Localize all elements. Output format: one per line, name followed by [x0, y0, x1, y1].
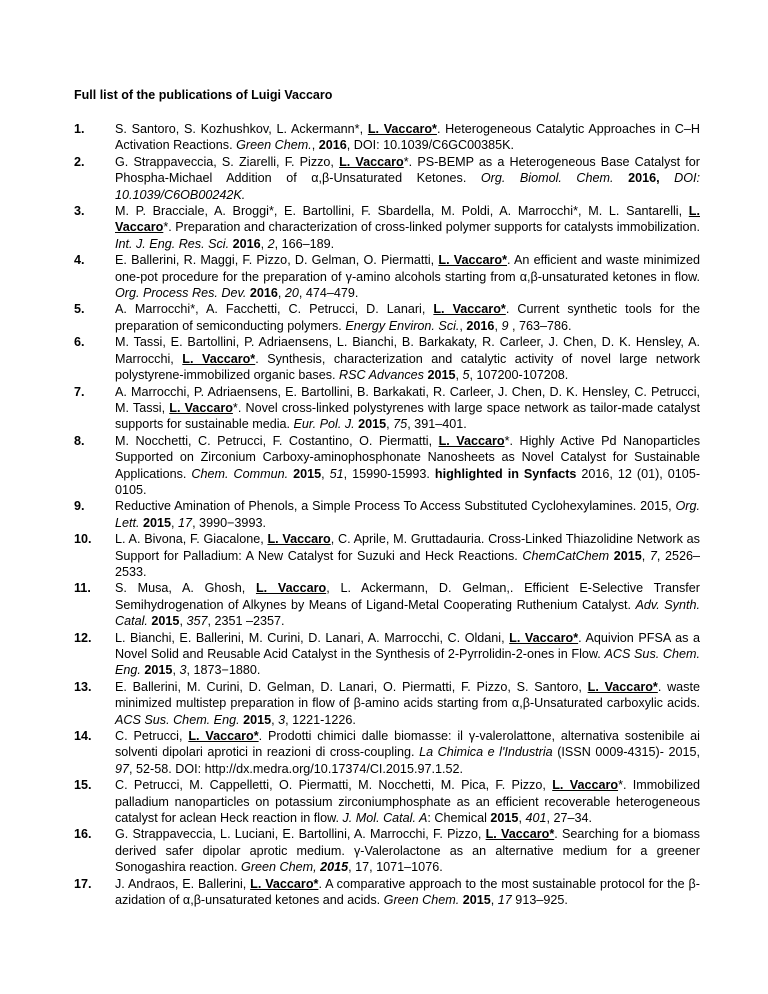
publication-number: 1. — [74, 122, 85, 136]
citation-text: Green Chem. — [383, 893, 460, 908]
publication-number: 15. — [74, 778, 92, 793]
publication-citation — [115, 630, 700, 679]
citation-text: 2015 — [490, 811, 519, 826]
publication-citation — [115, 728, 700, 777]
citation-text: 2016 — [466, 318, 495, 333]
citation-text: , L. Ackermann, D. Gelman,. Efficient E-Selective Transfer Semihydrogenation of Alkynes by Means of Ligand-Metal Cooperating Ruthenium Catalyst. — [115, 581, 701, 612]
citation-text: A. Marrocchi*, A. Facchetti, C. Petrucci, D. Lanari, — [115, 302, 434, 317]
citation-text: highlighted in Synfacts — [434, 466, 577, 481]
author-highlight: L. Vaccaro — [552, 778, 619, 793]
citation-text: 2015 — [427, 368, 456, 383]
publication-item — [74, 384, 700, 433]
publication-item — [74, 301, 700, 334]
citation-text: L. A. Bivona, F. Giacalone, — [115, 532, 268, 547]
publication-citation — [115, 580, 700, 629]
citation-text: , 391–401. — [407, 417, 467, 432]
citation-text: Green Chem, — [241, 860, 317, 875]
author-highlight: L. Vaccaro* — [250, 876, 319, 891]
publication-number: 14. — [74, 729, 92, 744]
citation-text: , — [455, 368, 463, 383]
citation-text: 2015 — [243, 712, 272, 727]
publication-citation — [115, 531, 700, 580]
citation-text: J. Mol. Catal. A — [342, 811, 428, 826]
citation-text: 20 — [284, 286, 299, 301]
citation-text: *. Immobilized palladium nanoparticles on potassium zirconiumphosphate as an efficient recoverable heterogeneous catalyst for aclean Heck reaction in flow. — [115, 778, 700, 826]
citation-text: Green Chem. — [236, 138, 312, 153]
citation-text: , C. Aprile, M. Gruttadauria. Cross-Linked Thiazolidine Network as Support for Palladium: A New Catalyst for Suzuki and Heck Reactions. — [115, 532, 700, 563]
citation-text: 2016 — [318, 138, 347, 153]
citation-text: , DOI: 10.1039/C6GC00385K. — [346, 138, 515, 153]
citation-text: , 2351 –2357. — [207, 614, 285, 629]
publication-item — [74, 876, 700, 909]
citation-text: Org. Lett. — [115, 499, 700, 530]
citation-text: La Chimica e l'Industria — [419, 745, 553, 760]
citation-text: E. Ballerini, M. Curini, D. Gelman, D. Lanari, O. Piermatti, F. Pizzo, S. Santoro, — [115, 679, 588, 694]
citation-text: , — [386, 417, 394, 432]
citation-text: 401 — [525, 811, 547, 826]
citation-text: , 52-58. DOI: http://dx.medra.org/10.17374/CI.2015.97.1.52. — [129, 761, 463, 776]
publication-item — [74, 679, 700, 728]
citation-text: . Current synthetic tools for the preparation of semiconducting polymers. — [115, 302, 700, 333]
author-highlight: L. Vaccaro — [255, 581, 327, 596]
publication-citation — [115, 334, 700, 383]
citation-text: ACS Sus. Chem. Eng. — [115, 712, 240, 727]
citation-text: 3 — [278, 712, 286, 727]
publication-item — [74, 121, 700, 154]
citation-text: 75 — [393, 417, 408, 432]
author-highlight: L. Vaccaro — [115, 204, 700, 235]
publication-citation — [115, 154, 700, 203]
publication-citation — [115, 679, 700, 728]
citation-text: , — [271, 712, 279, 727]
publication-number: 8. — [74, 433, 85, 448]
author-highlight: L. Vaccaro* — [188, 729, 259, 744]
publication-item — [74, 777, 700, 826]
citation-text: S. Santoro, S. Kozhushkov, L. Ackermann*, — [115, 122, 368, 136]
citation-text: , — [260, 236, 268, 251]
publication-citation — [115, 433, 700, 499]
publication-number: 12. — [74, 630, 92, 645]
citation-text: 2015 — [293, 466, 322, 481]
publication-item — [74, 728, 700, 777]
citation-text: 2015 — [613, 548, 642, 563]
citation-text: Int. J. Eng. Res. Sci. — [115, 236, 230, 251]
author-highlight: L. Vaccaro — [169, 400, 233, 415]
publication-citation — [115, 121, 700, 154]
publication-citation — [115, 384, 700, 433]
citation-text: , — [641, 548, 650, 563]
publication-number: 3. — [74, 204, 85, 219]
citation-text: , — [494, 318, 502, 333]
citation-text: , 1873−1880. — [186, 663, 261, 678]
author-highlight: L. Vaccaro* — [367, 122, 437, 136]
publication-citation — [115, 301, 700, 334]
citation-text: 17 — [178, 515, 193, 530]
citation-text: 2016, — [628, 171, 660, 186]
citation-text: , — [311, 138, 319, 153]
citation-text: . waste minimized multistep preparation in flow of β-amino acids starting from α,β-Unsaturated carboxylic acids. — [115, 679, 700, 711]
publication-item — [74, 531, 700, 580]
publication-number: 10. — [74, 532, 92, 547]
citation-text: 2016 — [249, 286, 278, 301]
author-highlight: L. Vaccaro* — [438, 253, 507, 268]
citation-text: RSC Advances — [339, 368, 424, 383]
author-highlight: L. Vaccaro* — [509, 630, 579, 645]
citation-text: S. Musa, A. Ghosh, — [115, 581, 256, 596]
citation-text: E. Ballerini, R. Maggi, F. Pizzo, D. Gelman, O. Piermatti, — [115, 253, 439, 268]
citation-text: (ISSN 0009-4315)- 2015, — [552, 745, 700, 760]
author-highlight: L. Vaccaro — [438, 433, 505, 448]
citation-text: M. Nocchetti, C. Petrucci, F. Costantino, O. Piermatti, — [115, 433, 439, 448]
citation-text: 51 — [329, 466, 344, 481]
citation-text: , 3990−3993. — [192, 515, 266, 530]
citation-text: , 166–189. — [274, 236, 335, 251]
publication-item — [74, 580, 700, 629]
citation-text: Energy Environ. Sci. — [345, 318, 460, 333]
citation-text: , — [490, 893, 498, 908]
author-highlight: L. Vaccaro* — [182, 351, 256, 366]
citation-text: . Synthesis, characterization and catalytic activity of novel large network polystyrene-immobilized organic bases. — [115, 351, 700, 383]
citation-text: DOI: 10.1039/C6OB00242K. — [115, 171, 701, 202]
citation-text: ACS Sus. Chem. Eng. — [115, 647, 701, 678]
publication-citation — [115, 777, 700, 826]
page-title: Full list of the publications of Luigi Vaccaro — [74, 88, 333, 102]
publication-number: 17. — [74, 876, 92, 891]
citation-text: 3 — [179, 663, 187, 678]
citation-text: J. Andraos, E. Ballerini, — [115, 876, 251, 891]
citation-text: , 27–34. — [546, 811, 592, 826]
citation-text: M. Tassi, E. Bartollini, P. Adriaensens, L. Bianchi, B. Barkakaty, R. Carleer, J. Chen, D. K. Hensley, A. Marrocchi, — [115, 335, 700, 366]
citation-text: , 1221-1226. — [285, 712, 356, 727]
citation-text: 97 — [115, 761, 130, 776]
citation-text: L. Bianchi, E. Ballerini, M. Curini, D. Lanari, A. Marrocchi, C. Oldani, — [115, 630, 510, 645]
citation-text: 2015 — [151, 614, 180, 629]
citation-text: , — [277, 286, 285, 301]
citation-text: 913–925. — [511, 893, 568, 908]
citation-text: G. Strappaveccia, L. Luciani, E. Bartollini, A. Marrocchi, F. Pizzo, — [115, 827, 486, 842]
citation-text: Org. Biomol. Chem. — [480, 171, 614, 186]
citation-text: *. Novel cross-linked polystyrenes with large space network as tailor-made catalyst supports for sustainable media. — [115, 400, 700, 432]
citation-text: : Chemical — [427, 811, 491, 826]
citation-text: . Prodotti chimici dalle biomasse: il γ-valerolattone, alternativa sostenibile ai solventi dipolari aprotici in reazioni di cross-coupling. — [115, 729, 700, 760]
publication-number: 13. — [74, 679, 92, 694]
citation-text: 2 — [267, 236, 275, 251]
publication-number: 7. — [74, 384, 85, 399]
citation-text: G. Strappaveccia, S. Ziarelli, F. Pizzo, — [115, 154, 340, 169]
publication-citation — [115, 203, 700, 252]
citation-text: 357 — [186, 614, 208, 629]
author-highlight: L. Vaccaro* — [485, 827, 555, 842]
publication-item — [74, 826, 700, 875]
citation-text: 2016 — [232, 236, 261, 251]
citation-text: Reductive Amination of Phenols, a Simple Process To Access Substituted Cyclohexylamines. 2015, — [115, 499, 676, 514]
publication-number: 5. — [74, 302, 85, 317]
publication-item — [74, 252, 700, 301]
citation-text: , — [321, 466, 330, 481]
citation-text: , — [171, 515, 179, 530]
citation-text: 2015 — [144, 663, 173, 678]
publication-citation — [115, 826, 700, 875]
citation-text: Adv. Synth. Catal. — [115, 597, 700, 629]
citation-text: 7 — [649, 548, 657, 563]
citation-text — [614, 171, 629, 185]
author-highlight: L. Vaccaro* — [587, 679, 658, 694]
publication-number: 2. — [74, 154, 85, 169]
citation-text: 2016, 12 (01), 0105-0105. — [115, 466, 701, 497]
author-highlight: L. Vaccaro* — [433, 302, 506, 317]
publication-item — [74, 334, 700, 383]
citation-text: . A comparative approach to the most sustainable protocol for the β-azidation of α,β-unsaturated ketones and acids. — [115, 876, 700, 908]
citation-text: 2015 — [358, 417, 387, 432]
publication-item — [74, 203, 700, 252]
citation-text: , 2526–2533. — [115, 548, 701, 579]
citation-text: , — [172, 663, 180, 678]
citation-text: , 15990-15993. — [343, 466, 435, 481]
citation-text: . Searching for a biomass derived safer dipolar aprotic medium. γ-Valerolactone as an alternative medium for a greener Sonogashira reaction. — [115, 827, 700, 875]
citation-text: , 17, 1071–1076. — [348, 860, 443, 875]
publication-item — [74, 433, 700, 499]
publication-number: 11. — [74, 581, 91, 596]
citation-text: *. Highly Active Pd Nanoparticles Supported on Zirconium Carboxy-aminophosphonate Nanosheets as Novel Catalyst for Sustainable Applications. — [115, 433, 700, 481]
citation-text: *. PS-BEMP as a Heterogeneous Base Catalyst for Phospha-Michael Addition of α,β-Unsaturated Ketones. — [115, 154, 701, 186]
publication-number: 16. — [74, 827, 92, 842]
citation-text: . Aquivion PFSA as a Novel Solid and Reusable Acid Catalyst in the Synthesis of 2-Pyrrolidin-2-ones in Flow. — [115, 630, 700, 661]
publication-citation — [115, 252, 700, 301]
publication-citation — [115, 876, 700, 909]
publication-number: 6. — [74, 335, 85, 350]
citation-text: Chem. Commun. — [191, 466, 289, 481]
citation-text: *. Preparation and characterization of cross-linked polymer supports for catalysts immobilization. — [163, 220, 700, 235]
citation-text: , — [179, 614, 187, 629]
citation-text: 17 — [497, 893, 512, 908]
publication-list — [74, 121, 700, 909]
citation-text: Eur. Pol. J. — [293, 417, 355, 432]
citation-text: M. P. Bracciale, A. Broggi*, E. Bartollini, F. Sbardella, M. Poldi, A. Marrocchi*, M. L. Santarelli, — [115, 204, 689, 219]
citation-text: ChemCatChem — [522, 548, 610, 563]
citation-text: A. Marrocchi, P. Adriaensens, E. Bartollini, B. Barkakati, R. Carleer, J. Chen, D. K. Hensley, C. Petrucci, M. Tassi, — [115, 384, 700, 415]
citation-text: , — [518, 811, 526, 826]
publication-number: 4. — [74, 253, 85, 268]
citation-text: , 763–786. — [508, 318, 572, 333]
author-highlight: L. Vaccaro — [339, 154, 404, 169]
citation-text: 2015 — [320, 860, 349, 875]
publication-item — [74, 498, 700, 531]
publication-item — [74, 630, 700, 679]
citation-text: C. Petrucci, — [115, 729, 189, 744]
citation-text: 2015 — [462, 893, 491, 908]
publication-item — [74, 154, 700, 203]
citation-text: . An efficient and waste minimized one-pot procedure for the preparation of γ-amino alcohols starting from α,β-unsaturated ketones in flow. — [115, 253, 700, 284]
citation-text: 9 — [501, 318, 509, 333]
citation-text: C. Petrucci, M. Cappelletti, O. Piermatti, M. Nocchetti, M. Pica, F. Pizzo, — [115, 778, 553, 793]
citation-text: , 474–479. — [298, 286, 359, 301]
citation-text: . Heterogeneous Catalytic Approaches in C–H Activation Reactions. — [115, 122, 700, 153]
citation-text: , 107200-107208. — [469, 368, 569, 383]
citation-text: 2015 — [143, 515, 172, 530]
citation-text: , — [459, 318, 467, 333]
author-highlight: L. Vaccaro — [267, 532, 331, 547]
publication-number: 9. — [74, 499, 85, 514]
citation-text: 5 — [462, 368, 470, 383]
publication-citation — [115, 498, 700, 531]
citation-text: Org. Process Res. Dev. — [115, 286, 247, 301]
